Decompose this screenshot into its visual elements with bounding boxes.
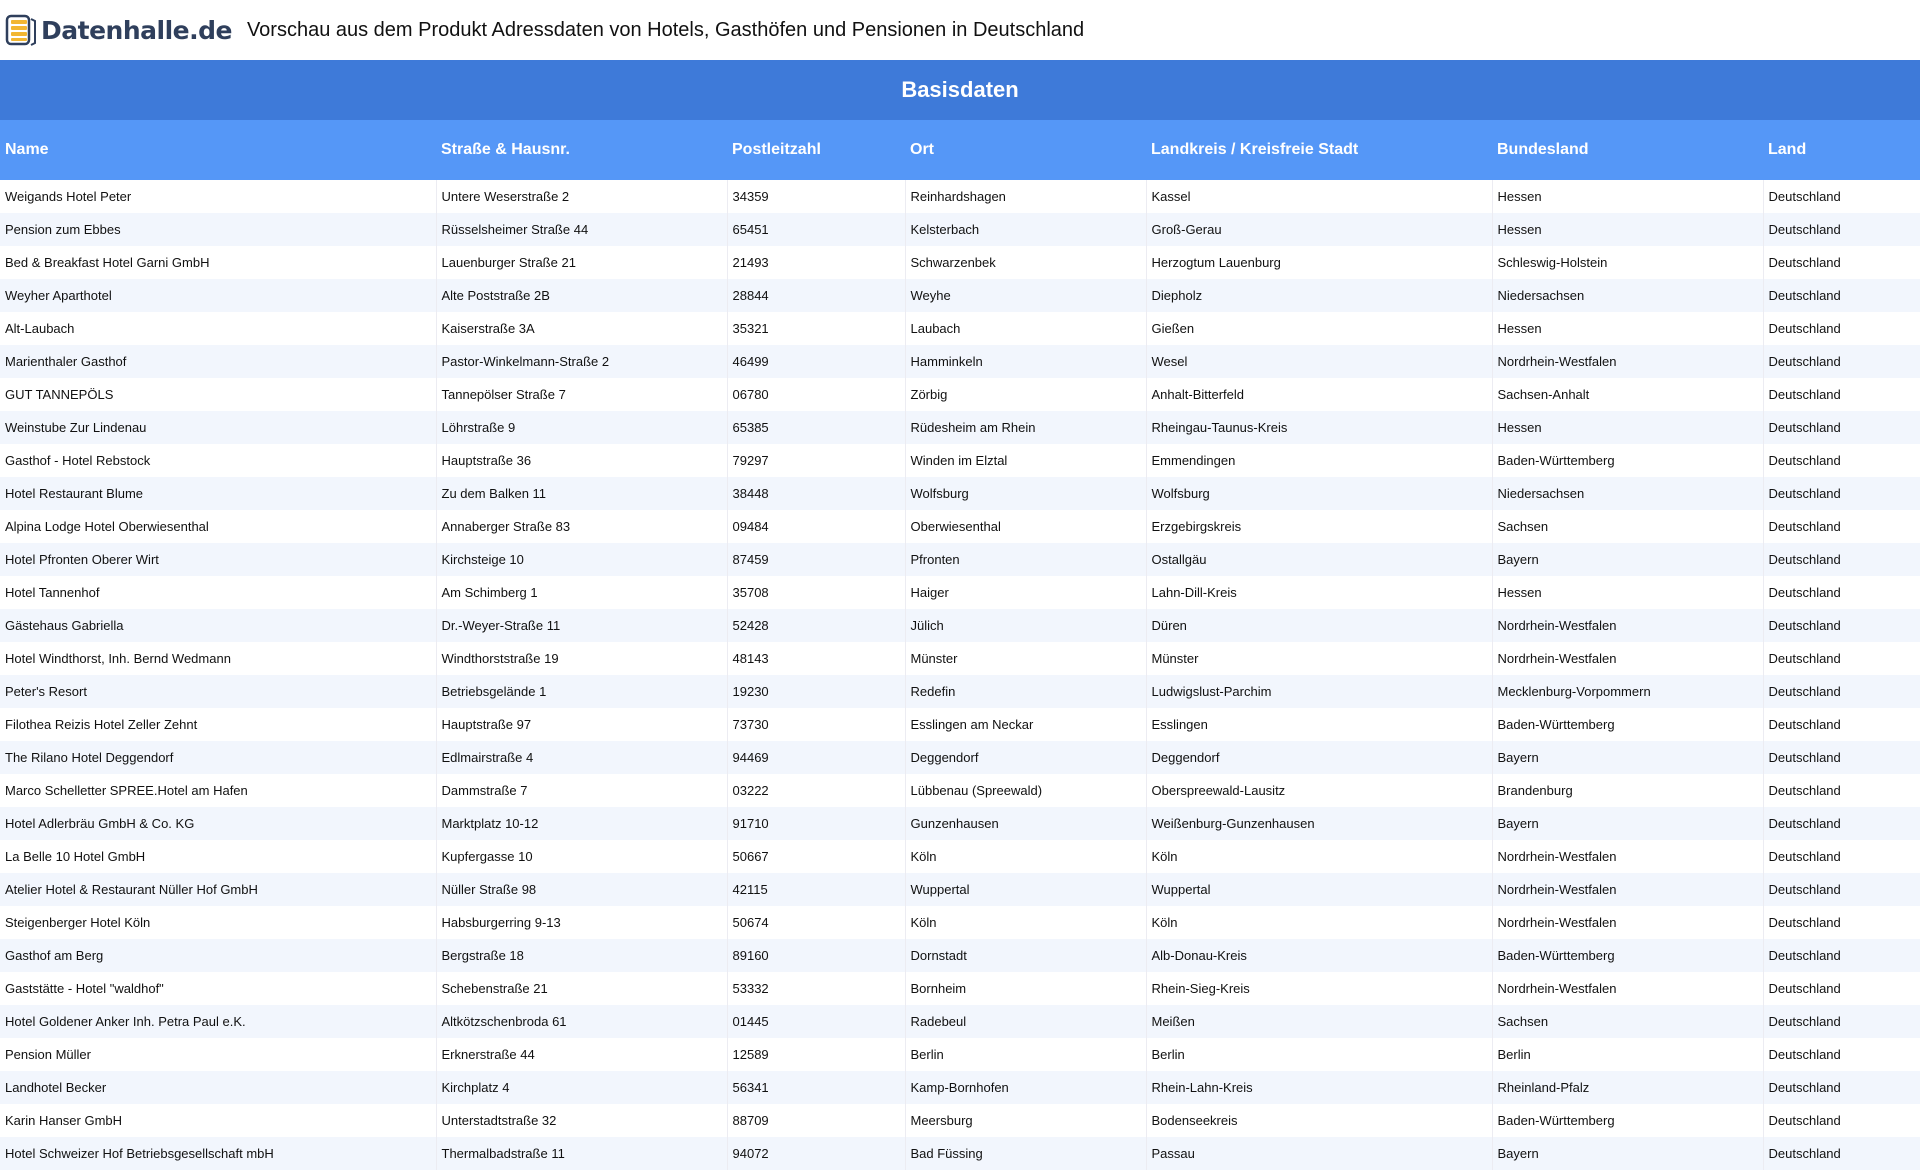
- cell-district: Esslingen: [1146, 708, 1492, 741]
- cell-name: Hotel Windthorst, Inh. Bernd Wedmann: [0, 642, 436, 675]
- cell-name: Alpina Lodge Hotel Oberwiesenthal: [0, 510, 436, 543]
- cell-district: Berlin: [1146, 1038, 1492, 1071]
- cell-city: Bad Füssing: [905, 1137, 1146, 1170]
- cell-city: Bornheim: [905, 972, 1146, 1005]
- cell-city: Zörbig: [905, 378, 1146, 411]
- cell-name: Hotel Tannenhof: [0, 576, 436, 609]
- table-row[interactable]: [0, 708, 1920, 741]
- section-title: Basisdaten: [0, 60, 1920, 120]
- cell-street: Löhrstraße 9: [436, 411, 727, 444]
- cell-state: Hessen: [1492, 411, 1763, 444]
- cell-name: Hotel Pfronten Oberer Wirt: [0, 543, 436, 576]
- column-header-street[interactable]: Straße & Hausnr.: [436, 120, 727, 180]
- cell-postal-code: 35708: [727, 576, 905, 609]
- cell-state: Baden-Württemberg: [1492, 708, 1763, 741]
- cell-city: Berlin: [905, 1038, 1146, 1071]
- table-row[interactable]: [0, 1137, 1920, 1170]
- cell-district: Rheingau-Taunus-Kreis: [1146, 411, 1492, 444]
- cell-country: Deutschland: [1763, 213, 1920, 246]
- table-row[interactable]: [0, 477, 1920, 510]
- cell-name: Gasthof - Hotel Rebstock: [0, 444, 436, 477]
- cell-city: Haiger: [905, 576, 1146, 609]
- cell-country: Deutschland: [1763, 972, 1920, 1005]
- table-row[interactable]: [0, 246, 1920, 279]
- cell-state: Sachsen-Anhalt: [1492, 378, 1763, 411]
- cell-street: Marktplatz 10-12: [436, 807, 727, 840]
- cell-country: Deutschland: [1763, 576, 1920, 609]
- cell-country: Deutschland: [1763, 180, 1920, 213]
- cell-state: Nordrhein-Westfalen: [1492, 840, 1763, 873]
- column-header-city[interactable]: Ort: [905, 120, 1146, 180]
- cell-state: Nordrhein-Westfalen: [1492, 906, 1763, 939]
- cell-country: Deutschland: [1763, 840, 1920, 873]
- cell-postal-code: 87459: [727, 543, 905, 576]
- cell-state: Niedersachsen: [1492, 279, 1763, 312]
- cell-country: Deutschland: [1763, 1005, 1920, 1038]
- cell-country: Deutschland: [1763, 1137, 1920, 1170]
- cell-name: Weigands Hotel Peter: [0, 180, 436, 213]
- cell-state: Brandenburg: [1492, 774, 1763, 807]
- cell-country: Deutschland: [1763, 1038, 1920, 1071]
- table-row[interactable]: [0, 840, 1920, 873]
- table-row[interactable]: [0, 180, 1920, 213]
- cell-street: Alte Poststraße 2B: [436, 279, 727, 312]
- cell-state: Nordrhein-Westfalen: [1492, 345, 1763, 378]
- cell-postal-code: 48143: [727, 642, 905, 675]
- cell-street: Rüsselsheimer Straße 44: [436, 213, 727, 246]
- cell-street: Edlmairstraße 4: [436, 741, 727, 774]
- cell-state: Mecklenburg-Vorpommern: [1492, 675, 1763, 708]
- cell-postal-code: 89160: [727, 939, 905, 972]
- cell-name: Hotel Restaurant Blume: [0, 477, 436, 510]
- cell-country: Deutschland: [1763, 1071, 1920, 1104]
- cell-district: Diepholz: [1146, 279, 1492, 312]
- cell-city: Köln: [905, 906, 1146, 939]
- logo[interactable]: [5, 0, 232, 60]
- cell-postal-code: 65451: [727, 213, 905, 246]
- cell-state: Hessen: [1492, 213, 1763, 246]
- cell-state: Schleswig-Holstein: [1492, 246, 1763, 279]
- table-row[interactable]: [0, 345, 1920, 378]
- cell-street: Annaberger Straße 83: [436, 510, 727, 543]
- cell-city: Wuppertal: [905, 873, 1146, 906]
- table-row[interactable]: [0, 873, 1920, 906]
- table-row[interactable]: [0, 1104, 1920, 1137]
- cell-postal-code: 52428: [727, 609, 905, 642]
- cell-street: Am Schimberg 1: [436, 576, 727, 609]
- cell-name: Bed & Breakfast Hotel Garni GmbH: [0, 246, 436, 279]
- table-row[interactable]: [0, 972, 1920, 1005]
- cell-district: Wolfsburg: [1146, 477, 1492, 510]
- cell-city: Weyhe: [905, 279, 1146, 312]
- cell-street: Tannepölser Straße 7: [436, 378, 727, 411]
- table-row[interactable]: [0, 741, 1920, 774]
- cell-country: Deutschland: [1763, 906, 1920, 939]
- table-row[interactable]: [0, 807, 1920, 840]
- cell-postal-code: 79297: [727, 444, 905, 477]
- cell-state: Baden-Württemberg: [1492, 1104, 1763, 1137]
- table-row[interactable]: [0, 642, 1920, 675]
- cell-state: Rheinland-Pfalz: [1492, 1071, 1763, 1104]
- cell-country: Deutschland: [1763, 939, 1920, 972]
- cell-state: Bayern: [1492, 807, 1763, 840]
- cell-name: Hotel Goldener Anker Inh. Petra Paul e.K.: [0, 1005, 436, 1038]
- cell-district: Kassel: [1146, 180, 1492, 213]
- table-row[interactable]: [0, 510, 1920, 543]
- cell-name: Gästehaus Gabriella: [0, 609, 436, 642]
- cell-street: Unterstadtstraße 32: [436, 1104, 727, 1137]
- cell-city: Laubach: [905, 312, 1146, 345]
- cell-district: Rhein-Sieg-Kreis: [1146, 972, 1492, 1005]
- cell-street: Kupfergasse 10: [436, 840, 727, 873]
- cell-street: Pastor-Winkelmann-Straße 2: [436, 345, 727, 378]
- cell-city: Meersburg: [905, 1104, 1146, 1137]
- table-row[interactable]: [0, 774, 1920, 807]
- cell-city: Deggendorf: [905, 741, 1146, 774]
- page-title: Vorschau aus dem Produkt Adressdaten von Hotels, Gasthöfen und Pensionen in Deutschland: [246, 18, 1085, 41]
- cell-state: Nordrhein-Westfalen: [1492, 873, 1763, 906]
- cell-country: Deutschland: [1763, 807, 1920, 840]
- cell-name: GUT TANNEPÖLS: [0, 378, 436, 411]
- cell-district: Weißenburg-Gunzenhausen: [1146, 807, 1492, 840]
- cell-country: Deutschland: [1763, 873, 1920, 906]
- cell-state: Baden-Württemberg: [1492, 939, 1763, 972]
- cell-country: Deutschland: [1763, 510, 1920, 543]
- cell-district: Gießen: [1146, 312, 1492, 345]
- cell-street: Dammstraße 7: [436, 774, 727, 807]
- cell-street: Bergstraße 18: [436, 939, 727, 972]
- cell-state: Nordrhein-Westfalen: [1492, 609, 1763, 642]
- cell-street: Untere Weserstraße 2: [436, 180, 727, 213]
- table-row[interactable]: [0, 444, 1920, 477]
- cell-district: Anhalt-Bitterfeld: [1146, 378, 1492, 411]
- cell-name: Landhotel Becker: [0, 1071, 436, 1104]
- column-header-postal-code[interactable]: Postleitzahl: [727, 120, 905, 180]
- cell-city: Pfronten: [905, 543, 1146, 576]
- section-header-row: [0, 60, 1920, 120]
- cell-district: Ostallgäu: [1146, 543, 1492, 576]
- cell-name: Pension Müller: [0, 1038, 436, 1071]
- table-row[interactable]: [0, 906, 1920, 939]
- cell-city: Radebeul: [905, 1005, 1146, 1038]
- table-row[interactable]: [0, 576, 1920, 609]
- table-body: [0, 180, 1920, 1170]
- column-header-country[interactable]: Land: [1763, 120, 1920, 180]
- cell-country: Deutschland: [1763, 1104, 1920, 1137]
- column-header-district[interactable]: Landkreis / Kreisfreie Stadt: [1146, 120, 1492, 180]
- cell-city: Rüdesheim am Rhein: [905, 411, 1146, 444]
- cell-state: Bayern: [1492, 741, 1763, 774]
- table-row[interactable]: [0, 1071, 1920, 1104]
- top-bar: [0, 0, 1920, 60]
- cell-state: Hessen: [1492, 312, 1763, 345]
- cell-district: Köln: [1146, 840, 1492, 873]
- cell-state: Hessen: [1492, 576, 1763, 609]
- cell-postal-code: 91710: [727, 807, 905, 840]
- cell-postal-code: 53332: [727, 972, 905, 1005]
- cell-district: Köln: [1146, 906, 1492, 939]
- cell-name: Pension zum Ebbes: [0, 213, 436, 246]
- cell-street: Kirchsteige 10: [436, 543, 727, 576]
- cell-street: Altkötzschenbroda 61: [436, 1005, 727, 1038]
- cell-country: Deutschland: [1763, 543, 1920, 576]
- cell-city: Reinhardshagen: [905, 180, 1146, 213]
- cell-postal-code: 19230: [727, 675, 905, 708]
- cell-name: The Rilano Hotel Deggendorf: [0, 741, 436, 774]
- table-row[interactable]: [0, 312, 1920, 345]
- cell-street: Windthorststraße 19: [436, 642, 727, 675]
- cell-street: Kaiserstraße 3A: [436, 312, 727, 345]
- cell-street: Hauptstraße 36: [436, 444, 727, 477]
- cell-city: Jülich: [905, 609, 1146, 642]
- cell-district: Bodenseekreis: [1146, 1104, 1492, 1137]
- cell-state: Sachsen: [1492, 1005, 1763, 1038]
- cell-name: Atelier Hotel & Restaurant Nüller Hof GmbH: [0, 873, 436, 906]
- cell-district: Deggendorf: [1146, 741, 1492, 774]
- cell-country: Deutschland: [1763, 378, 1920, 411]
- cell-postal-code: 56341: [727, 1071, 905, 1104]
- cell-city: Kamp-Bornhofen: [905, 1071, 1146, 1104]
- cell-street: Kirchplatz 4: [436, 1071, 727, 1104]
- cell-country: Deutschland: [1763, 477, 1920, 510]
- cell-name: Gasthof am Berg: [0, 939, 436, 972]
- cell-city: Münster: [905, 642, 1146, 675]
- cell-name: La Belle 10 Hotel GmbH: [0, 840, 436, 873]
- cell-city: Oberwiesenthal: [905, 510, 1146, 543]
- cell-country: Deutschland: [1763, 675, 1920, 708]
- cell-name: Filothea Reizis Hotel Zeller Zehnt: [0, 708, 436, 741]
- cell-postal-code: 28844: [727, 279, 905, 312]
- table-row[interactable]: [0, 609, 1920, 642]
- cell-state: Sachsen: [1492, 510, 1763, 543]
- data-table: [0, 60, 1920, 1170]
- cell-street: Nüller Straße 98: [436, 873, 727, 906]
- cell-country: Deutschland: [1763, 609, 1920, 642]
- cell-name: Hotel Adlerbräu GmbH & Co. KG: [0, 807, 436, 840]
- cell-district: Erzgebirgskreis: [1146, 510, 1492, 543]
- cell-postal-code: 09484: [727, 510, 905, 543]
- cell-district: Rhein-Lahn-Kreis: [1146, 1071, 1492, 1104]
- cell-district: Düren: [1146, 609, 1492, 642]
- cell-district: Groß-Gerau: [1146, 213, 1492, 246]
- cell-city: Kelsterbach: [905, 213, 1146, 246]
- cell-postal-code: 38448: [727, 477, 905, 510]
- cell-country: Deutschland: [1763, 279, 1920, 312]
- cell-street: Dr.-Weyer-Straße 11: [436, 609, 727, 642]
- table-row[interactable]: [0, 411, 1920, 444]
- cell-name: Marco Schelletter SPREE.Hotel am Hafen: [0, 774, 436, 807]
- cell-district: Herzogtum Lauenburg: [1146, 246, 1492, 279]
- cell-postal-code: 46499: [727, 345, 905, 378]
- cell-city: Hamminkeln: [905, 345, 1146, 378]
- cell-city: Dornstadt: [905, 939, 1146, 972]
- cell-street: Betriebsgelände 1: [436, 675, 727, 708]
- cell-country: Deutschland: [1763, 741, 1920, 774]
- cell-postal-code: 12589: [727, 1038, 905, 1071]
- cell-state: Niedersachsen: [1492, 477, 1763, 510]
- table-row[interactable]: [0, 213, 1920, 246]
- data-table-container: [0, 60, 1920, 1170]
- cell-district: Wuppertal: [1146, 873, 1492, 906]
- cell-street: Thermalbadstraße 11: [436, 1137, 727, 1170]
- cell-postal-code: 42115: [727, 873, 905, 906]
- cell-district: Oberspreewald-Lausitz: [1146, 774, 1492, 807]
- cell-street: Habsburgerring 9-13: [436, 906, 727, 939]
- logo-text: Datenhalle.de: [41, 15, 232, 45]
- cell-street: Schebenstraße 21: [436, 972, 727, 1005]
- table-row[interactable]: [0, 1005, 1920, 1038]
- table-row[interactable]: [0, 675, 1920, 708]
- table-row[interactable]: [0, 279, 1920, 312]
- cell-country: Deutschland: [1763, 774, 1920, 807]
- cell-city: Esslingen am Neckar: [905, 708, 1146, 741]
- cell-state: Bayern: [1492, 543, 1763, 576]
- cell-name: Hotel Schweizer Hof Betriebsgesellschaft mbH: [0, 1137, 436, 1170]
- cell-district: Meißen: [1146, 1005, 1492, 1038]
- cell-city: Redefin: [905, 675, 1146, 708]
- table-row[interactable]: [0, 378, 1920, 411]
- column-header-state[interactable]: Bundesland: [1492, 120, 1763, 180]
- cell-name: Marienthaler Gasthof: [0, 345, 436, 378]
- cell-postal-code: 50667: [727, 840, 905, 873]
- cell-street: Zu dem Balken 11: [436, 477, 727, 510]
- table-row[interactable]: [0, 543, 1920, 576]
- cell-country: Deutschland: [1763, 642, 1920, 675]
- cell-postal-code: 88709: [727, 1104, 905, 1137]
- cell-country: Deutschland: [1763, 312, 1920, 345]
- cell-city: Winden im Elztal: [905, 444, 1146, 477]
- cell-postal-code: 65385: [727, 411, 905, 444]
- cell-name: Steigenberger Hotel Köln: [0, 906, 436, 939]
- cell-name: Karin Hanser GmbH: [0, 1104, 436, 1137]
- cell-postal-code: 73730: [727, 708, 905, 741]
- cell-country: Deutschland: [1763, 444, 1920, 477]
- cell-postal-code: 94072: [727, 1137, 905, 1170]
- column-header-row: [0, 120, 1920, 180]
- cell-district: Alb-Donau-Kreis: [1146, 939, 1492, 972]
- cell-street: Hauptstraße 97: [436, 708, 727, 741]
- cell-district: Wesel: [1146, 345, 1492, 378]
- cell-district: Münster: [1146, 642, 1492, 675]
- cell-district: Emmendingen: [1146, 444, 1492, 477]
- cell-state: Nordrhein-Westfalen: [1492, 972, 1763, 1005]
- cell-country: Deutschland: [1763, 708, 1920, 741]
- cell-postal-code: 01445: [727, 1005, 905, 1038]
- column-header-name[interactable]: Name: [0, 120, 436, 180]
- cell-name: Peter's Resort: [0, 675, 436, 708]
- cell-city: Wolfsburg: [905, 477, 1146, 510]
- cell-state: Baden-Württemberg: [1492, 444, 1763, 477]
- cell-postal-code: 03222: [727, 774, 905, 807]
- cell-postal-code: 34359: [727, 180, 905, 213]
- table-row[interactable]: [0, 939, 1920, 972]
- cell-state: Berlin: [1492, 1038, 1763, 1071]
- cell-street: Erknerstraße 44: [436, 1038, 727, 1071]
- cell-street: Lauenburger Straße 21: [436, 246, 727, 279]
- cell-state: Hessen: [1492, 180, 1763, 213]
- cell-postal-code: 94469: [727, 741, 905, 774]
- cell-country: Deutschland: [1763, 246, 1920, 279]
- cell-district: Passau: [1146, 1137, 1492, 1170]
- cell-state: Bayern: [1492, 1137, 1763, 1170]
- cell-city: Lübbenau (Spreewald): [905, 774, 1146, 807]
- cell-state: Nordrhein-Westfalen: [1492, 642, 1763, 675]
- cell-city: Köln: [905, 840, 1146, 873]
- cell-name: Alt-Laubach: [0, 312, 436, 345]
- cell-postal-code: 21493: [727, 246, 905, 279]
- cell-district: Lahn-Dill-Kreis: [1146, 576, 1492, 609]
- cell-city: Schwarzenbek: [905, 246, 1146, 279]
- table-row[interactable]: [0, 1038, 1920, 1071]
- cell-name: Gaststätte - Hotel "waldhof": [0, 972, 436, 1005]
- cell-name: Weyher Aparthotel: [0, 279, 436, 312]
- cell-postal-code: 50674: [727, 906, 905, 939]
- cell-postal-code: 35321: [727, 312, 905, 345]
- cell-district: Ludwigslust-Parchim: [1146, 675, 1492, 708]
- cell-postal-code: 06780: [727, 378, 905, 411]
- cell-city: Gunzenhausen: [905, 807, 1146, 840]
- cell-country: Deutschland: [1763, 345, 1920, 378]
- cell-name: Weinstube Zur Lindenau: [0, 411, 436, 444]
- cell-country: Deutschland: [1763, 411, 1920, 444]
- database-icon: [5, 13, 37, 47]
